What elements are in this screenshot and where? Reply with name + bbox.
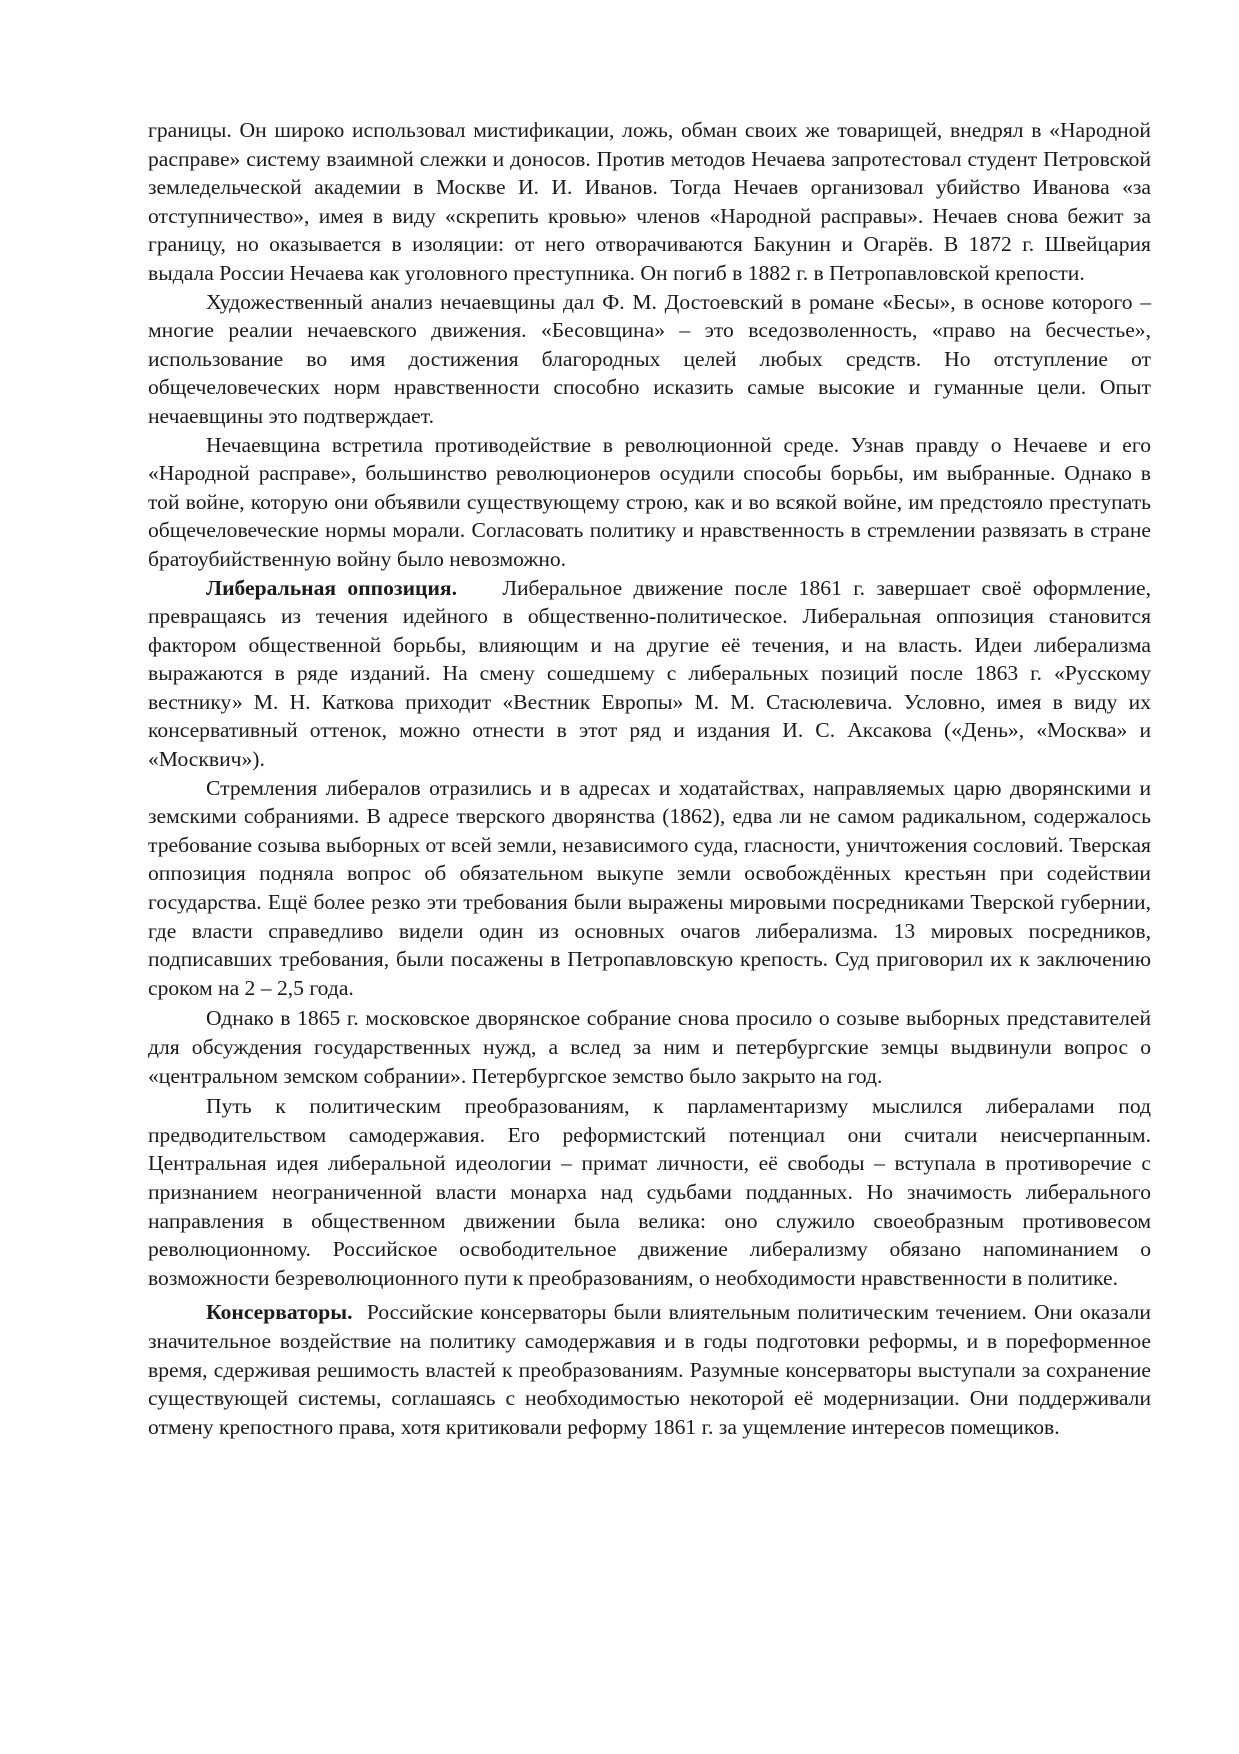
paragraph-dostoevsky	[148, 288, 1151, 431]
paragraph-liberal-opposition	[148, 574, 1151, 774]
paragraph-path-to-reform	[148, 1092, 1151, 1292]
document-page	[148, 116, 1151, 1441]
paragraph-text: Художественный анализ нечаевщины дал Ф. М. Достоевский в романе «Бесы», в основе которого – многие реалии нечаевского движения. «Бесовщина» – это вседозволенность, «право на бесчестье», использование во имя достижения благородных целей любых средств. Но отступление от общечеловеческих норм нравственности способно исказить самые высокие и гуманные цели. Опыт нечаевщины это подтверждает.	[148, 289, 1151, 428]
paragraph-conservatives	[148, 1298, 1151, 1441]
paragraph-text: Либеральное движение после 1861 г. завершает своё оформление, превращаясь из течения идейного в общественно-политическое. Либеральная оппозиция становится фактором общественной борьбы, влияющим и на другие её течения, и на власть. Идеи либерализма выражаются в ряде изданий. На смену сошедшему с либеральных позиций после 1863 г. «Русскому вестнику» М. Н. Каткова приходит «Вестник Европы» М. М. Стасюлевича. Условно, имея в виду их консервативный оттенок, можно отнести в этот ряд и издания И. С. Аксакова («День», «Москва» и «Москвич»).	[148, 575, 1152, 772]
section-heading-conservatives: Консерваторы.	[206, 1300, 353, 1325]
paragraph-text: границы. Он широко использовал мистификации, ложь, обман своих же товарищей, внедрял в «Народной расправе» систему взаимной слежки и доносов. Против методов Нечаева запротестовал студент Петровской земледельческой академии в Москве И. И. Иванов. Тогда Нечаев организовал убийство Иванова «за отступничество», имея в виду «скрепить кровью» членов «Народной расправы». Нечаев снова бежит за границу, но оказывается в изоляции: от него отворачиваются Бакунин и Огарёв. В 1872 г. Швейцария выдала России Нечаева как уголовного преступника. Он погиб в 1882 г. в Петропавловской крепости.	[148, 118, 1151, 285]
paragraph-nechaevshchina	[148, 431, 1151, 574]
paragraph-moscow-nobility	[148, 1004, 1151, 1090]
section-heading-liberal-opposition: Либеральная оппозиция.	[206, 575, 457, 600]
paragraph-text: Однако в 1865 г. московское дворянское собрание снова просило о созыве выборных представителей для обсуждения государственных нужд, а вслед за ним и петербургские земцы выдвинули вопрос о «центральном земском собрании». Петербургское земство было закрыто на год.	[148, 1006, 1151, 1088]
paragraph-text: Путь к политическим преобразованиям, к парламентаризму мыслился либералами под предводительством самодержавия. Его реформистский потенциал они считали неисчерпанным. Центральная идея либеральной идеологии – примат личности, её свободы – вступала в противоречие с признанием неограниченной власти монарха над судьбами подданных. Но значимость либерального направления в общественном движении была велика: оно служило своеобразным противовесом революционному. Российское освободительное движение либерализму обязано напоминанием о возможности безреволюционного пути к преобразованиям, о необходимости нравственности в политике.	[148, 1094, 1151, 1290]
paragraph-text: Стремления либералов отразились и в адресах и ходатайствах, направляемых царю дворянскими и земскими собраниями. В адресе тверского дворянства (1862), едва ли не самом радикальном, содержалось требование созыва выборных от всей земли, независимого суда, гласности, уничтожения сословий. Тверская оппозиция подняла вопрос об обязательном выкупе земли освобождённых крестьян при содействии государства. Ещё более резко эти требования были выражены мировыми посредниками Тверской губернии, где власти справедливо видели один из основных очагов либерализма. 13 мировых посредников, подписавших требования, были посажены в Петропавловскую крепость. Суд приговорил их к заключению сроком на 2 – 2,5 года.	[148, 775, 1151, 1000]
paragraph-text: Нечаевщина встретила противодействие в революционной среде. Узнав правду о Нечаеве и его «Народной расправе», большинство революционеров осудили способы борьбы, им выбранные. Однако в той войне, которую они объявили существующему строю, как и во всякой войне, им предстояло преступать общечеловеческие нормы морали. Согласовать политику и нравственность в стремлении развязать в стране братоубийственную войну было невозможно.	[148, 432, 1151, 571]
paragraph-text: Российские консерваторы были влиятельным политическим течением. Они оказали значительное воздействие на политику самодержавия и в годы подготовки реформы, и в пореформенное время, сдерживая решимость властей к преобразованиям. Разумные консерваторы выступали за сохранение существующей системы, соглашаясь с необходимостью некоторой её модернизации. Они поддерживали отмену крепостного права, хотя критиковали реформу 1861 г. за ущемление интересов помещиков.	[148, 1300, 1151, 1439]
paragraph-liberal-aspirations	[148, 774, 1151, 1003]
paragraph-nechaev-end	[148, 116, 1151, 288]
